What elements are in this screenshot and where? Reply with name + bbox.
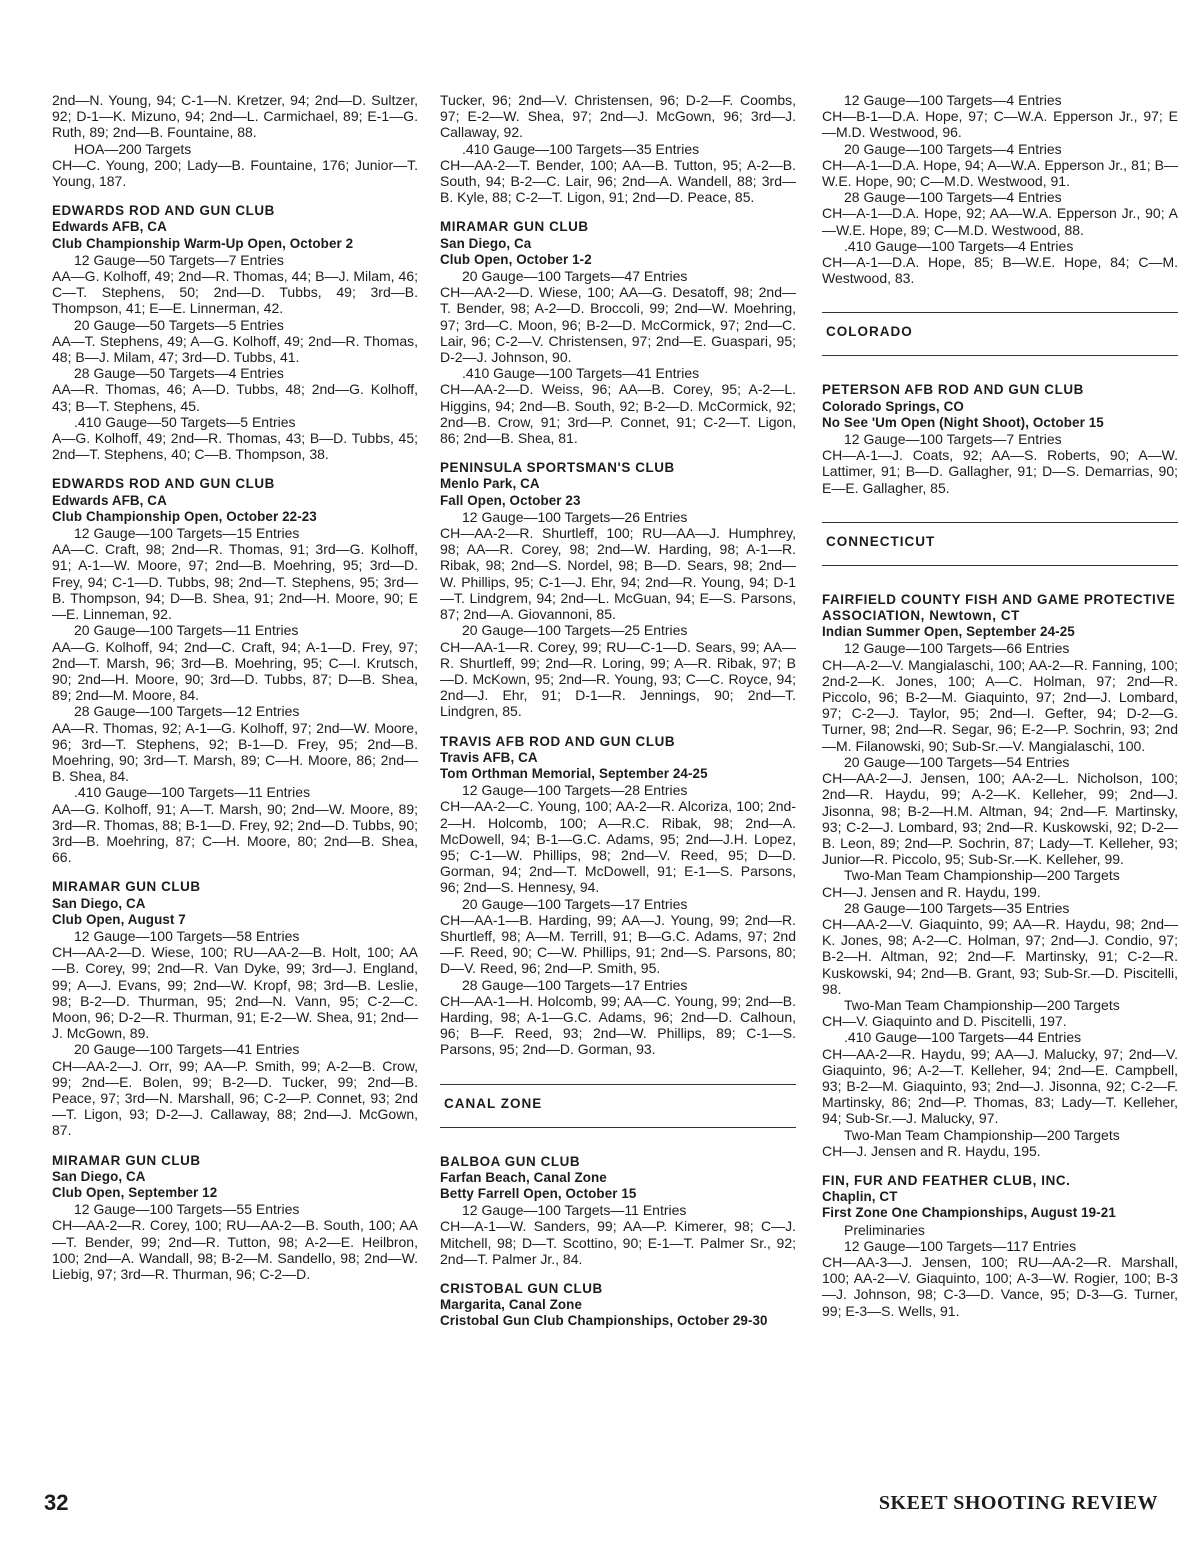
column-3	[822, 92, 1178, 1333]
results-text: CH—A-2—V. Mangialaschi, 100; AA-2—R. Fanning, 100; 2nd-2—K. Jones, 100; A—C. Holman, 97; 2nd—R. Piccolo, 96; B-2—M. Giaquinto, 97; 2nd—J. Lombard, 97; C-2—J. Taylor, 95; 2nd—I. Gefter, 94; D-2—G. Turner, 98; 2nd—R. Segar, 96; E-2—P. Sochrin, 93; 2nd—M. Filanowski, 90; Sub-Sr.—V. Mangialaschi, 100.	[822, 656, 1178, 754]
event-class-line: .410 Gauge—100 Targets—11 Entries	[74, 784, 311, 801]
event-class-line: Two-Man Team Championship—200 Targets	[844, 996, 1120, 1013]
event-heading: Club Open, October 1-2	[440, 251, 592, 267]
results-block	[822, 592, 1178, 1159]
event-class-line: 12 Gauge—100 Targets—117 Entries	[844, 1237, 1077, 1254]
results-text: CH—AA-2—R. Corey, 100; RU—AA-2—B. South, 100; AA—T. Bender, 99; 2nd—R. Tutton, 98; A-2—E. Heilbron, 100; 2nd—A. Wandall, 98; B-2—M. Sandello, 98; 2nd—W. Liebig, 97; 3rd—R. Thurman, 96; C-2—D.	[52, 1217, 418, 1283]
results-block	[52, 879, 418, 1138]
state-section-header	[440, 1084, 796, 1128]
event-heading: No See 'Um Open (Night Shoot), October 15	[822, 414, 1104, 430]
results-text: CH—AA-2—R. Haydu, 99; AA—J. Malucky, 97; 2nd—V. Giaquinto, 96; A-2—T. Kelleher, 94; 2nd—E. Campbell, 93; B-2—M. Giaquinto, 93; 2nd—J. Jisonna, 92; C-2—F. Martinsky, 86; 2nd—P. Thomas, 83; Lady—T. Kelleher, 94; Sub-Sr.—J. Malucky, 97.	[822, 1045, 1178, 1127]
event-heading: Club Open, September 12	[52, 1185, 218, 1200]
page-number: 32	[44, 1490, 69, 1515]
event-class-line: .410 Gauge—100 Targets—44 Entries	[844, 1029, 1082, 1046]
event-class-line: 12 Gauge—100 Targets—58 Entries	[74, 927, 300, 944]
event-class-line: 12 Gauge—100 Targets—15 Entries	[74, 525, 300, 542]
club-name: PETERSON AFB ROD AND GUN CLUB	[822, 382, 1084, 398]
results-text: CH—AA-2—D. Wiese, 100; RU—AA-2—B. Holt, 100; AA—B. Corey, 99; 2nd—R. Van Dyke, 99; 3rd—J. England, 99; A—J. Evans, 99; 2nd—W. Kropf, 98; 3rd—B. Leslie, 98; B-2—D. Thurman, 95; 2nd—N. Vann, 95; C-2—C. Moon, 96; D-2—R. Thurman, 91; E-2—W. Shea, 91; 2nd—J. McGown, 89.	[52, 944, 418, 1042]
state-section-header	[822, 312, 1178, 356]
event-heading: First Zone One Championships, August 19-21	[822, 1205, 1116, 1221]
section-title: CANAL ZONE	[444, 1095, 543, 1111]
event-class-line: .410 Gauge—100 Targets—35 Entries	[462, 140, 700, 157]
results-text: CH—AA-2—T. Bender, 100; AA—B. Tutton, 95; A-2—B. South, 94; B-2—C. Lair, 96; 2nd—A. Wandell, 88; 3rd—B. Kyle, 88; C-2—T. Ligon, 91; 2nd—D. Peace, 85.	[440, 156, 796, 206]
results-text: AA—T. Stephens, 49; A—G. Kolhoff, 49; 2nd—R. Thomas, 48; B—J. Milam, 47; 3rd—D. Tubbs, 41.	[52, 332, 418, 366]
column-2	[440, 92, 796, 1344]
section-title: COLORADO	[826, 324, 913, 340]
club-name: FIN, FUR AND FEATHER CLUB, INC.	[822, 1172, 1071, 1188]
event-class-line: 12 Gauge—100 Targets—7 Entries	[844, 431, 1062, 448]
results-block	[52, 1153, 418, 1283]
event-class-line: 12 Gauge—100 Targets—28 Entries	[462, 782, 688, 799]
event-heading: Club Championship Open, October 22-23	[52, 508, 317, 524]
results-text: A—G. Kolhoff, 49; 2nd—R. Thomas, 43; B—D. Tubbs, 45; 2nd—T. Stephens, 40; C—B. Thompson, 38.	[52, 430, 418, 463]
event-class-line: 20 Gauge—100 Targets—47 Entries	[462, 268, 688, 285]
event-heading: Cristobal Gun Club Championships, October 29-30	[440, 1313, 768, 1329]
results-text: AA—R. Thomas, 46; A—D. Tubbs, 48; 2nd—G. Kolhoff, 43; B—T. Stephens, 45.	[52, 381, 418, 414]
results-text: CH—AA-3—J. Jensen, 100; RU—AA-2—R. Marshall, 100; AA-2—V. Giaquinto, 100; A-3—W. Rogier, 100; B-3—J. Johnson, 98; C-3—D. Vance, 95; D-3—G. Turner, 99; E-3—S. Wells, 91.	[822, 1253, 1178, 1319]
event-class-line: 20 Gauge—100 Targets—41 Entries	[74, 1041, 300, 1058]
event-class-line: 12 Gauge—100 Targets—66 Entries	[844, 640, 1070, 657]
results-text: AA—G. Kolhoff, 94; 2nd—C. Craft, 94; A-1—D. Frey, 97; 2nd—T. Marsh, 96; 3rd—B. Moehring, 95; C—I. Krutsch, 90; 2nd—H. Moore, 90; 3rd—D. Tubbs, 87; D—B. Shea, 89; 2nd—M. Moore, 84.	[52, 638, 418, 704]
event-class-line: Two-Man Team Championship—200 Targets	[844, 867, 1120, 884]
club-name: MIRAMAR GUN CLUB	[52, 879, 201, 895]
results-text: CH—V. Giaquinto and D. Piscitelli, 197.	[822, 1013, 1067, 1030]
section-title: CONNECTICUT	[826, 533, 936, 549]
results-text: CH—AA-2—D. Wiese, 100; AA—G. Desatoff, 98; 2nd—T. Bender, 98; A-2—D. Broccoli, 99; 2nd—W. Moehring, 97; 3rd—C. Moon, 96; B-2—D. McCormick, 97; 2nd—C. Lair, 96; C-2—V. Christensen, 97; 2nd—E. Guaspari, 95; D-2—J. Johnson, 90.	[440, 284, 796, 366]
results-text: CH—AA-1—R. Corey, 99; RU—C-1—D. Sears, 99; AA—R. Shurtleff, 99; 2nd—R. Loring, 99; A—R. Ribak, 97; B—D. McKown, 95; 2nd—R. Young, 93; C—C. Royce, 94; 2nd—J. Ehr, 91; D-1—R. Jennings, 90; 2nd—T. Lindgren, 85.	[440, 638, 796, 720]
event-class-line: Preliminaries	[844, 1221, 925, 1238]
event-heading: Club Open, August 7	[52, 911, 186, 927]
event-heading: Betty Farrell Open, October 15	[440, 1185, 637, 1201]
club-name: CRISTOBAL GUN CLUB	[440, 1281, 603, 1296]
results-text: CH—J. Jensen and R. Haydu, 195.	[822, 1142, 1041, 1159]
event-class-line: Two-Man Team Championship—200 Targets	[844, 1126, 1120, 1143]
results-block	[440, 1281, 796, 1330]
results-block	[52, 203, 418, 462]
results-text: CH—AA-1—H. Holcomb, 99; AA—C. Young, 99; 2nd—B. Harding, 98; A-1—G.C. Adams, 96; 2nd—D. Calhoun, 96; B—F. Reed, 93; 2nd—W. Phillips, 89; C-1—S. Parsons, 95; 2nd—D. Gorman, 93.	[440, 992, 796, 1058]
event-class-line: 20 Gauge—100 Targets—17 Entries	[462, 895, 688, 912]
results-text: 2nd—N. Young, 94; C-1—N. Kretzer, 94; 2nd—D. Sultzer, 92; D-1—K. Mizuno, 94; 2nd—L. Carmichael, 89; E-1—G. Ruth, 89; 2nd—B. Fountaine, 88.	[52, 92, 418, 141]
event-class-line: 28 Gauge—100 Targets—35 Entries	[844, 899, 1070, 916]
event-class-line: 28 Gauge—100 Targets—12 Entries	[74, 703, 300, 720]
event-class-line: 20 Gauge—100 Targets—54 Entries	[844, 753, 1070, 770]
club-name: FAIRFIELD COUNTY FISH AND GAME PROTECTIVE ASSOCIATION, Newtown, CT	[822, 591, 1176, 624]
club-name: MIRAMAR GUN CLUB	[52, 1152, 201, 1168]
results-block	[440, 1154, 796, 1267]
results-text: AA—G. Kolhoff, 49; 2nd—R. Thomas, 44; B—J. Milam, 46; C—T. Stephens, 50; 2nd—D. Tubbs, 49; 3rd—B. Thompson, 41; E—E. Linnerman, 42.	[52, 268, 418, 317]
results-text: CH—B-1—D.A. Hope, 97; C—W.A. Epperson Jr., 97; E—M.D. Westwood, 96.	[822, 108, 1178, 141]
results-block	[822, 1173, 1178, 1319]
event-class-line: 20 Gauge—50 Targets—5 Entries	[74, 316, 284, 333]
event-heading: San Diego, CA	[52, 1168, 146, 1184]
results-block	[822, 92, 1178, 286]
event-heading: Edwards AFB, CA	[52, 492, 167, 508]
results-text: CH—A-1—D.A. Hope, 92; AA—W.A. Epperson Jr., 90; A—W.E. Hope, 89; C—M.D. Westwood, 88.	[822, 205, 1178, 238]
results-text: CH—AA-1—B. Harding, 99; AA—J. Young, 99; 2nd—R. Shurtleff, 98; A—M. Terrill, 91; B—G.C. Adams, 97; 2nd—F. Reed, 90; C—W. Phillips, 91; 2nd—S. Parsons, 80; D—V. Reed, 96; 2nd—P. Smith, 95.	[440, 911, 796, 977]
club-name: EDWARDS ROD AND GUN CLUB	[52, 203, 275, 219]
results-text: AA—C. Craft, 98; 2nd—R. Thomas, 91; 3rd—G. Kolhoff, 91; A-1—W. Moore, 97; 2nd—B. Moehring, 95; 3rd—D. Frey, 94; C-1—D. Tubbs, 98; 2nd—T. Stephens, 95; 3rd—B. Thompson, 94; D—B. Shea, 91; 2nd—H. Moore, 90; E—E. Linneman, 92.	[52, 541, 418, 623]
event-heading: San Diego, CA	[52, 895, 146, 911]
event-heading: Colorado Springs, CO	[822, 398, 964, 414]
event-heading: Indian Summer Open, September 24-25	[822, 624, 1075, 640]
state-section-header	[822, 522, 1178, 566]
results-text: CH—J. Jensen and R. Haydu, 199.	[822, 883, 1041, 900]
event-class-line: 28 Gauge—100 Targets—4 Entries	[844, 189, 1062, 206]
event-heading: Margarita, Canal Zone	[440, 1297, 582, 1313]
event-heading: Club Championship Warm-Up Open, October 2	[52, 235, 354, 251]
results-block	[440, 219, 796, 446]
results-text: CH—AA-2—V. Giaquinto, 99; AA—R. Haydu, 98; 2nd—K. Jones, 98; A-2—C. Holman, 97; 2nd—J. Condio, 97; B-2—H. Altman, 92; 2nd—F. Martinsky, 91; C-2—R. Kuskowski, 94; 2nd—B. Grant, 93; Sub-Sr.—D. Piscitelli, 98.	[822, 915, 1178, 997]
event-class-line: 12 Gauge—100 Targets—4 Entries	[844, 92, 1062, 108]
results-text: CH—C. Young, 200; Lady—B. Fountaine, 176; Junior—T. Young, 187.	[52, 156, 418, 190]
results-text: CH—A-1—J. Coats, 92; AA—S. Roberts, 90; A—W. Lattimer, 91; B—D. Gallagher, 91; D—S. Demarrias, 90; E—E. Gallagher, 85.	[822, 447, 1178, 496]
results-block	[52, 92, 418, 189]
results-text: CH—A-1—W. Sanders, 99; AA—P. Kimerer, 98; C—J. Mitchell, 98; D—T. Scottino, 90; E-1—T. Palmer Sr., 92; 2nd—T. Palmer Jr., 84.	[440, 1218, 796, 1267]
event-heading: Fall Open, October 23	[440, 492, 581, 508]
publication-title: SKEET SHOOTING REVIEW	[878, 1492, 1158, 1514]
event-class-line: 12 Gauge—50 Targets—7 Entries	[74, 251, 284, 268]
event-heading: Tom Orthman Memorial, September 24-25	[440, 765, 708, 781]
results-block	[822, 382, 1178, 495]
event-heading: Edwards AFB, CA	[52, 219, 167, 235]
event-class-line: HOA—200 Targets	[74, 140, 192, 157]
event-heading: Farfan Beach, Canal Zone	[440, 1169, 607, 1185]
event-class-line: .410 Gauge—100 Targets—4 Entries	[844, 237, 1074, 254]
results-text: CH—A-1—D.A. Hope, 85; B—W.E. Hope, 84; C—M. Westwood, 83.	[822, 254, 1178, 287]
results-text: CH—AA-2—J. Orr, 99; AA—P. Smith, 99; A-2—B. Crow, 99; 2nd—E. Bolen, 99; B-2—D. Tucker, 99; 2nd—B. Peace, 97; 3rd—N. Marshall, 96; C-2—P. Connet, 93; 2nd—T. Ligon, 93; D-2—J. Callaway, 88; 2nd—J. McGown, 87.	[52, 1057, 418, 1139]
club-name: BALBOA GUN CLUB	[440, 1153, 581, 1169]
results-text: AA—G. Kolhoff, 91; A—T. Marsh, 90; 2nd—W. Moore, 89; 3rd—R. Thomas, 88; B-1—D. Frey, 92; 2nd—D. Tubbs, 90; 3rd—B. Moehring, 87; C—H. Moore, 80; 2nd—B. Shea, 66.	[52, 800, 418, 866]
column-1	[52, 92, 418, 1296]
event-heading: San Diego, Ca	[440, 235, 532, 251]
results-block	[440, 92, 796, 205]
event-class-line: .410 Gauge—50 Targets—5 Entries	[74, 413, 296, 430]
results-text: AA—R. Thomas, 92; A-1—G. Kolhoff, 97; 2nd—W. Moore, 96; 3rd—T. Stephens, 92; B-1—D. Frey, 95; 2nd—B. Moehring, 90; 3rd—T. Marsh, 89; C—H. Moore, 86; 2nd—B. Shea, 84.	[52, 719, 418, 785]
club-name: EDWARDS ROD AND GUN CLUB	[52, 476, 275, 492]
results-text: CH—AA-2—C. Young, 100; AA-2—R. Alcoriza, 100; 2nd-2—H. Holcomb, 100; A—R.C. Ribak, 98; 2nd—A. McDowell, 94; B-1—G.C. Adams, 95; 2nd—J.H. Lopez, 95; C-1—W. Phillips, 98; 2nd—V. Reed, 95; D—D. Gorman, 94; 2nd—T. McDowell, 91; E-1—S. Parsons, 96; 2nd—S. Hennesy, 94.	[440, 798, 796, 896]
event-class-line: 20 Gauge—100 Targets—11 Entries	[74, 622, 299, 639]
results-block	[52, 476, 418, 865]
event-class-line: 28 Gauge—50 Targets—4 Entries	[74, 365, 284, 382]
club-name: TRAVIS AFB ROD AND GUN CLUB	[440, 733, 676, 749]
results-text: CH—A-1—D.A. Hope, 94; A—W.A. Epperson Jr., 81; B—W.E. Hope, 90; C—M.D. Westwood, 91.	[822, 156, 1178, 190]
event-class-line: 12 Gauge—100 Targets—11 Entries	[462, 1202, 687, 1219]
event-class-line: 20 Gauge—100 Targets—4 Entries	[844, 140, 1062, 157]
event-class-line: 28 Gauge—100 Targets—17 Entries	[462, 976, 688, 993]
event-heading: Travis AFB, CA	[440, 749, 538, 765]
event-heading: Chaplin, CT	[822, 1189, 898, 1205]
results-text: CH—AA-2—D. Weiss, 96; AA—B. Corey, 95; A-2—L. Higgins, 94; 2nd—B. South, 92; B-2—D. McCormick, 92; 2nd—B. Crow, 91; 3rd—P. Connet, 91; C-2—T. Ligon, 86; 2nd—B. Shea, 81.	[440, 381, 796, 447]
event-class-line: 12 Gauge—100 Targets—26 Entries	[462, 508, 688, 525]
results-text: CH—AA-2—J. Jensen, 100; AA-2—L. Nicholson, 100; 2nd—R. Haydu, 99; A-2—K. Kelleher, 99; 2nd—J. Jisonna, 98; B-2—H.M. Altman, 94; 2nd—F. Martinsky, 93; C-2—J. Lombard, 93; 2nd—R. Kuskowski, 92; D-2—B. Leon, 89; 2nd—P. Sochrin, 87; Lady—T. Kelleher, 93; Junior—R. Piccolo, 95; Sub-Sr.—K. Kelleher, 99.	[822, 770, 1178, 868]
event-class-line: .410 Gauge—100 Targets—41 Entries	[462, 365, 700, 382]
results-block	[440, 734, 796, 1058]
club-name: PENINSULA SPORTSMAN'S CLUB	[440, 460, 675, 476]
event-class-line: 12 Gauge—100 Targets—55 Entries	[74, 1201, 300, 1218]
event-class-line: 20 Gauge—100 Targets—25 Entries	[462, 622, 688, 639]
club-name: MIRAMAR GUN CLUB	[440, 219, 589, 235]
results-block	[440, 460, 796, 719]
results-text: CH—AA-2—R. Shurtleff, 100; RU—AA—J. Humphrey, 98; AA—R. Corey, 98; 2nd—W. Harding, 98; A-1—R. Ribak, 98; 2nd—S. Nordel, 98; B—D. Sears, 98; 2nd—W. Phillips, 95; C-1—J. Ehr, 94; 2nd—R. Young, 94; D-1—T. Lindgrem, 94; 2nd—L. McGuan, 94; E—S. Parsons, 87; 2nd—A. Giovannoni, 85.	[440, 525, 796, 623]
results-text: Tucker, 96; 2nd—V. Christensen, 96; D-2—F. Coombs, 97; E-2—W. Shea, 97; 2nd—J. McGown, 96; 3rd—J. Callaway, 92.	[440, 92, 796, 141]
event-heading: Menlo Park, CA	[440, 476, 540, 492]
